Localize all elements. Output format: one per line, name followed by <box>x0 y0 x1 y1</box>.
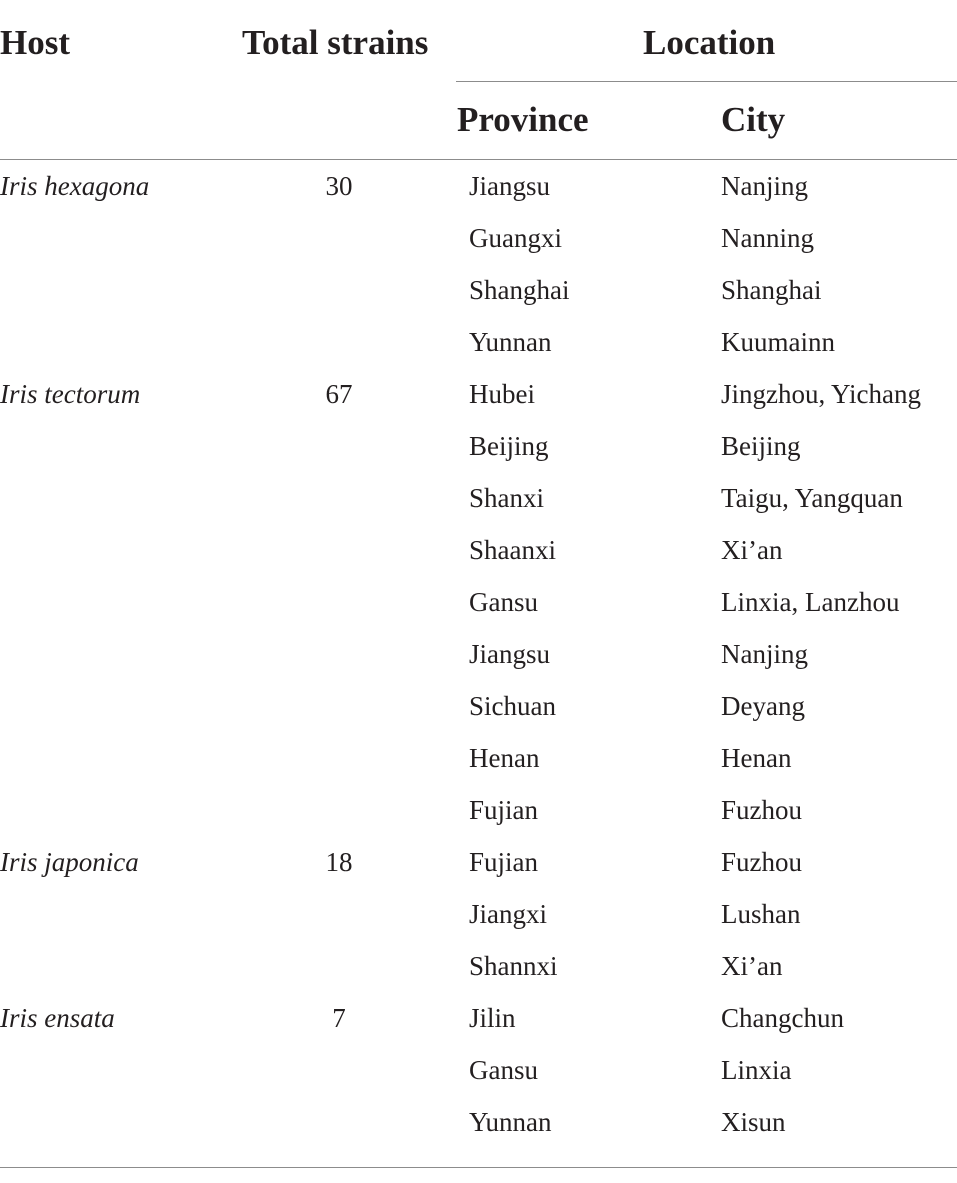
city-cell: Linxia <box>721 1055 792 1085</box>
province-cell: Jilin <box>469 1003 516 1033</box>
header-total-strains: Total strains <box>242 23 429 62</box>
city-cell: Nanning <box>721 223 814 253</box>
province-cell: Beijing <box>469 431 549 461</box>
city-cell: Fuzhou <box>721 795 802 825</box>
host-cell: Iris ensata <box>0 1003 115 1033</box>
province-cell: Sichuan <box>469 691 556 721</box>
header-city: City <box>721 100 786 139</box>
province-cell: Henan <box>469 743 540 773</box>
header-bottom-rule <box>0 159 957 160</box>
city-cell: Nanjing <box>721 639 808 669</box>
province-cell: Shanghai <box>469 275 570 305</box>
total-strains-cell: 18 <box>325 847 353 877</box>
province-cell: Shaanxi <box>469 535 556 565</box>
province-cell: Shanxi <box>469 483 545 513</box>
city-cell: Xisun <box>721 1107 786 1137</box>
city-cell: Fuzhou <box>721 847 802 877</box>
province-cell: Jiangxi <box>469 899 547 929</box>
host-cell: Iris japonica <box>0 847 139 877</box>
total-strains-cell: 30 <box>325 171 353 201</box>
city-cell: Shanghai <box>721 275 822 305</box>
province-cell: Guangxi <box>469 223 562 253</box>
city-cell: Linxia, Lanzhou <box>721 587 900 617</box>
city-cell: Changchun <box>721 1003 844 1033</box>
total-strains-cell: 67 <box>325 379 353 409</box>
host-cell: Iris hexagona <box>0 171 150 201</box>
province-cell: Shannxi <box>469 951 558 981</box>
province-cell: Hubei <box>469 379 535 409</box>
city-cell: Deyang <box>721 691 805 721</box>
header-host: Host <box>0 23 70 62</box>
city-cell: Xi’an <box>721 951 783 981</box>
city-cell: Henan <box>721 743 792 773</box>
province-cell: Yunnan <box>469 327 552 357</box>
city-cell: Beijing <box>721 431 801 461</box>
header-location: Location <box>643 23 776 62</box>
city-cell: Taigu, Yangquan <box>721 483 903 513</box>
header-province: Province <box>457 100 589 139</box>
province-cell: Yunnan <box>469 1107 552 1137</box>
city-cell: Xi’an <box>721 535 783 565</box>
province-cell: Fujian <box>469 795 539 825</box>
province-cell: Jiangsu <box>469 639 550 669</box>
province-cell: Gansu <box>469 1055 538 1085</box>
city-cell: Kuumainn <box>721 327 835 357</box>
city-cell: Nanjing <box>721 171 808 201</box>
city-cell: Lushan <box>721 899 801 929</box>
host-cell: Iris tectorum <box>0 379 141 409</box>
city-cell: Jingzhou, Yichang <box>721 379 921 409</box>
table-bottom-rule <box>0 1167 957 1168</box>
province-cell: Gansu <box>469 587 538 617</box>
province-cell: Jiangsu <box>469 171 550 201</box>
province-cell: Fujian <box>469 847 539 877</box>
location-subrule <box>456 81 957 82</box>
total-strains-cell: 7 <box>332 1003 346 1033</box>
